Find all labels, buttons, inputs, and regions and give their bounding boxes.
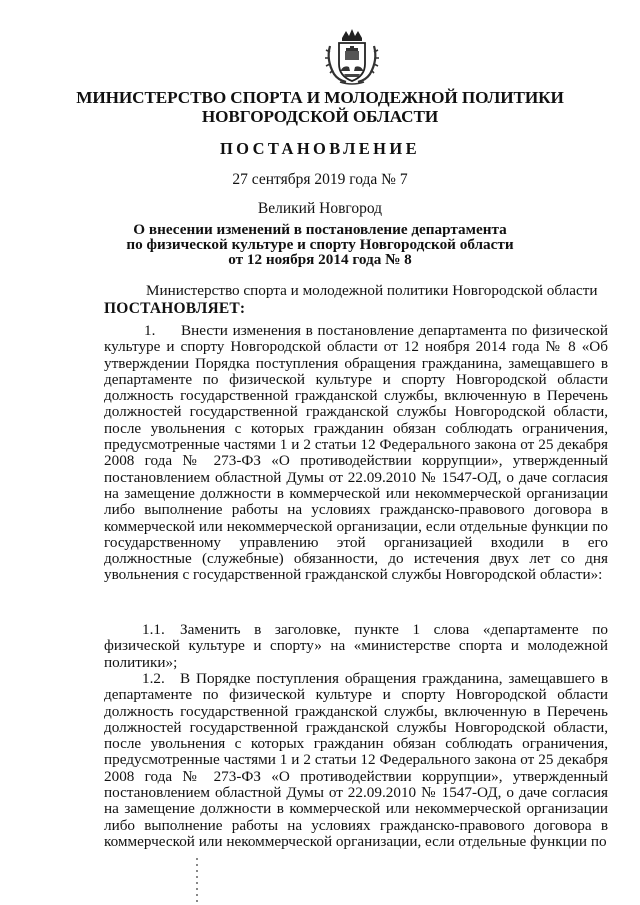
intro-paragraph bbox=[104, 283, 608, 299]
ministry-title-line2: НОВГОРОДСКОЙ ОБЛАСТИ bbox=[201, 107, 439, 126]
ministry-title bbox=[60, 88, 580, 126]
clause-1-2-text: В Порядке поступления обращения гражданина, замещавшего в департаменте по физической культуре и спорту Новгородской области должность государственной гражданской службы, включенную в Перечень должностей государственной гражданской службы Новгородской области, после увольнения с которых гражданин обязан соблюдать ограничения, предусмотренные частями 1 и 2 статьи 12 Федерального закона от 25 декабря 2008 года № 273-ФЗ «О противодействии коррупции», утвержденный постановлением областной Думы от 22.09.2010 № 1547-ОД, о даче согласия на замещение должности в коммерческой или некоммерческой организации либо выполнение работы на условиях гражданско-правового договора в коммерческой или некоммерческой организации, если отдельные функции по bbox=[104, 670, 608, 850]
clause-1-text: Внести изменения в постановление департамента по физической культуре и спорту Новгородской области от 12 ноября 2014 года № 8 «Об утверждении Порядка поступления обращения гражданина, замещавшего в департаменте по физической культуре и спорту Новгородской области должность государственной гражданской службы, включенную в Перечень должностей государственной гражданской службы Новгородской области, после увольнения с которых гражданин обязан соблюдать ограничения, предусмотренные частями 1 и 2 статьи 12 Федерального закона от 25 декабря 2008 года № 273-ФЗ «О противодействии коррупции», утвержденный постановлением областной Думы от 22.09.2010 № 1547-ОД, о даче согласия на замещение должности в коммерческой или некоммерческой организации либо выполнение работы на условиях гражданско-правового договора в коммерческой или некоммерческой организации, если отдельные функции по государственному управлению этой организацией входили в его должностные (служебные) обязанности, до истечения двух лет со дня увольнения с государственной гражданской службы Новгородской области»: bbox=[104, 322, 608, 584]
scan-artifact-dots bbox=[196, 858, 198, 902]
clause-1 bbox=[104, 323, 608, 584]
clause-1-2-number: 1.2. bbox=[142, 670, 165, 687]
clause-1-1-text: Заменить в заголовке, пункте 1 слова «департаменте по физической культуре и спорту» на «министерстве спорта и молодежной политики»; bbox=[104, 621, 608, 671]
clause-1-2 bbox=[104, 671, 608, 850]
document-subject bbox=[60, 222, 580, 267]
document-type: ПОСТАНОВЛЕНИЕ bbox=[219, 139, 421, 158]
intro-text: Министерство спорта и молодежной политики Новгородской области bbox=[146, 282, 598, 299]
clause-1-1 bbox=[104, 622, 608, 671]
decree-word: ПОСТАНОВЛЯЕТ: bbox=[104, 300, 246, 317]
date-and-number: 27 сентября 2019 года № 7 bbox=[232, 171, 408, 188]
subject-line2: по физической культуре и спорту Новгородской области bbox=[126, 236, 514, 253]
city: Великий Новгород bbox=[257, 200, 383, 217]
subject-line3: от 12 ноября 2014 года № 8 bbox=[228, 251, 412, 268]
ministry-title-line1: МИНИСТЕРСТВО СПОРТА И МОЛОДЕЖНОЙ ПОЛИТИКИ bbox=[76, 88, 564, 107]
subject-line1: О внесении изменений в постановление департамента bbox=[133, 221, 507, 238]
clause-1-number: 1. bbox=[144, 322, 156, 339]
coat-of-arms-icon bbox=[324, 28, 380, 86]
clause-1-1-number: 1.1. bbox=[142, 621, 165, 638]
